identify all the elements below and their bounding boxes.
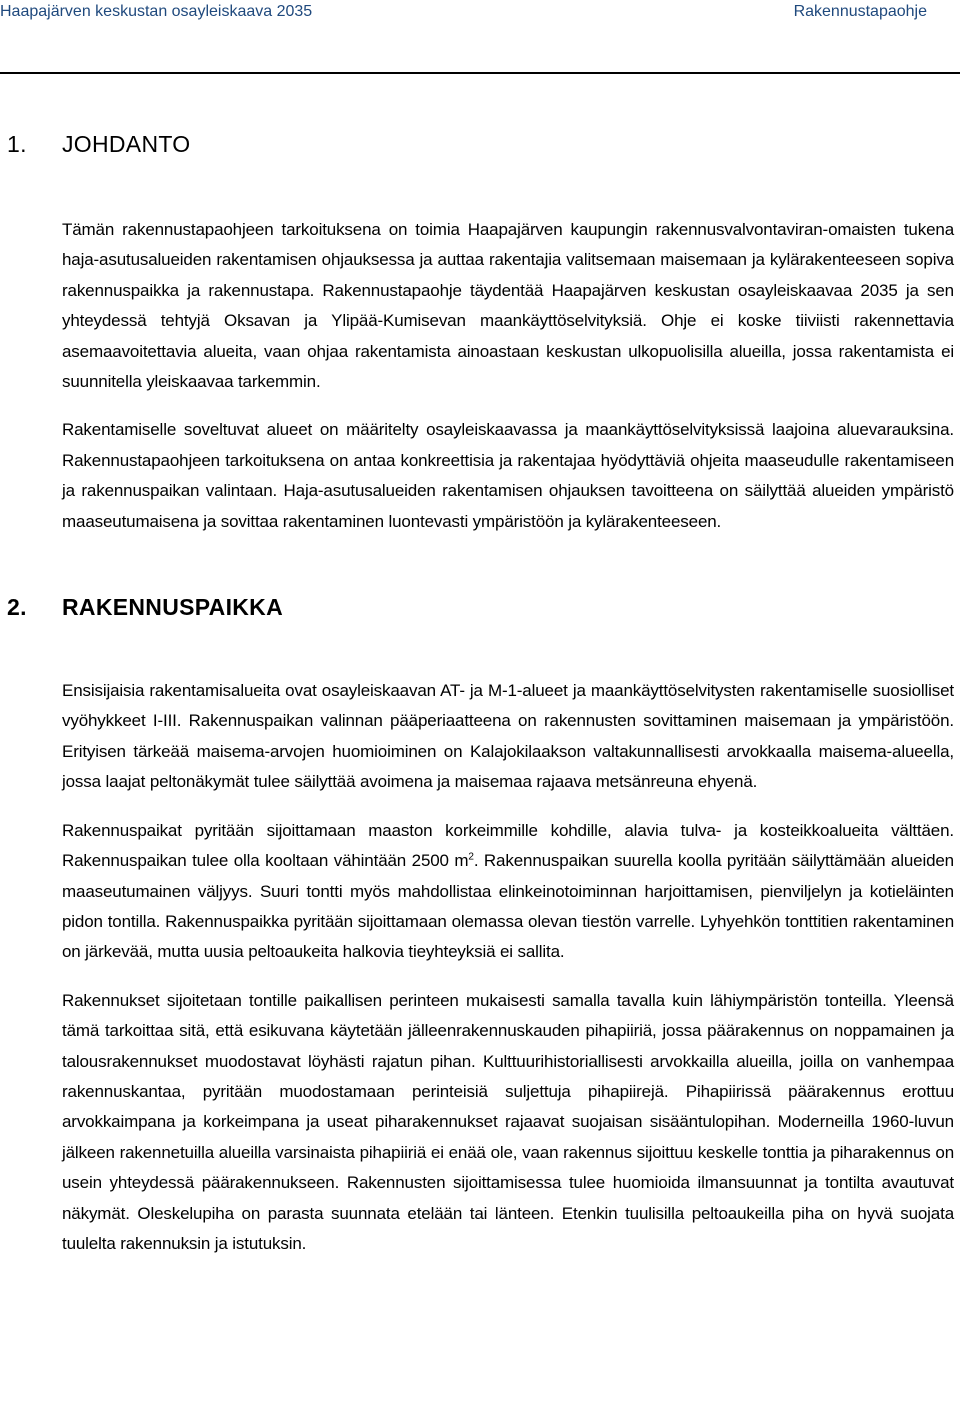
paragraph: Tämän rakennustapaohjeen tarkoituksena on toimia Haapajärven kaupungin rakennusvalvontaviran-omaisten tukena haja-asutusalueiden rakentamisen ohjauksessa ja auttaa rakentajia valitsemaan maisemaan ja kylärakenteeseen sopiva rakennuspaikka ja rakennustapa. Rakennustapaohje täydentää Haapajärven keskustan osayleiskaavaa 2035 ja sen yhteydessä tehtyjä Oksavan ja Ylipää-Kumisevan maankäyttöselvityksiä. Ohje ei koske tiiviisti rakennettavia asemaavoitettavia alueita, vaan ohjaa rakentamista ainoastaan keskustan ulkopuolisilla alueilla, jossa rakentamista ei suunnitella yleiskaavaa tarkemmin.	[62, 220, 954, 392]
section-heading-johdanto	[7, 124, 954, 164]
document-title: Haapajärven keskustan osayleiskaava 2035	[0, 3, 313, 20]
section-title: RAKENNUSPAIKKA	[62, 594, 284, 621]
section-heading-rakennuspaikka	[7, 587, 954, 627]
paragraph: Rakentamiselle soveltuvat alueet on määritelty osayleiskaavassa ja maankäyttöselvityksissä laajoina aluevarauksina. Rakennustapaohjeen tarkoituksena on antaa konkreettisia ja rakentajaa hyödyttäviä ohjeita maaseudulle rakentamiseen ja rakennuspaikan valintaan. Haja-asutusalueiden rakentamisen ohjauksen tavoitteena on säilyttää alueiden ympäristö maaseutumaisena ja sovittaa rakentaminen luontevasti ympäristöön ja kylärakenteeseen.	[62, 420, 954, 531]
page-header	[0, 0, 960, 74]
area-unit-superscript: 2	[468, 851, 474, 863]
paragraph	[62, 816, 954, 968]
paragraph: Rakennukset sijoitetaan tontille paikallisen perinteen mukaisesti samalla tavalla kuin lähiympäristön tonteilla. Yleensä tämä tarkoittaa sitä, että esikuvana käytetään jälleenrakennuskauden pihapiiriä, jossa päärakennus on noppamainen ja talousrakennukset muodostavat löyhästi rajatun pihan. Kulttuurihistoriallisesti arvokkailla alueilla, joilla on vanhempaa rakennuskantaa, pyritään muodostamaan perinteisiä suljettuja pihapiirejä. Pihapiirissä päärakennus erottuu arvokkaimpana ja korkeimpana ja useat piharakennukset rajaavat suojaisan sisääntulopihan. Moderneilla 1960-luvun jälkeen rakennetuilla alueilla varsinaista pihapiiriä ei enää ole, vaan rakennus sijoittuu keskelle tonttia ja piharakennus on usein yhteydessä päärakennukseen. Rakennusten sijoittamisessa tulee huomioida ilmansuunnat ja tontilta avautuvat näkymät. Oleskelupiha on parasta suunnata etelään tai länteen. Etenkin tuulisilla peltoaukeilla piha on hyvä suojata tuulelta rakennuksin ja istutuksin.	[62, 990, 954, 1253]
section-title: JOHDANTO	[62, 131, 191, 157]
paragraph: Ensisijaisia rakentamisalueita ovat osayleiskaavan AT- ja M-1-alueet ja maankäyttöselvitysten rakentamiselle suosiolliset vyöhykkeet I-III. Rakennuspaikan valinnan pääperiaatteena on rakennusten sovittaminen maisemaan ja ympäristöön. Erityisen tärkeää maisema-arvojen huomioiminen on Kalajokilaakson valtakunnallisesti arvokkaalla maisema-alueella, jossa laajat peltonäkymät tulee säilyttää avoimena ja maisemaa rajaava metsänreuna ehyenä.	[62, 681, 954, 792]
section-number: 1.	[7, 131, 27, 157]
page-content	[7, 124, 954, 1259]
section-number: 2.	[7, 594, 27, 621]
document-type: Rakennustapaohje	[793, 3, 927, 20]
paragraph-text: Rakennuspaikat pyritään sijoittamaan maaston korkeimmille kohdille, alavia tulva- ja kosteikkoalueita välttäen. Rakennuspaikan tulee olla kooltaan vähintään 2500 m	[62, 820, 954, 871]
paragraph-text-continued: . Rakennuspaikan suurella koolla pyritään säilyttämään alueiden maaseutumainen väljyys. Suuri tontti myös mahdollistaa elinkeinotoiminnan harjoittamisen, pienviljelyn ja kotieläinten pidon tontilla. Rakennuspaikka pyritään sijoittamaan olemassa olevan tiestön varrelle. Lyhyehkön tonttitien rakentaminen on järkevää, mutta uusia peltoaukeita halkovia tieyhteyksiä ei sallita.	[62, 851, 954, 962]
